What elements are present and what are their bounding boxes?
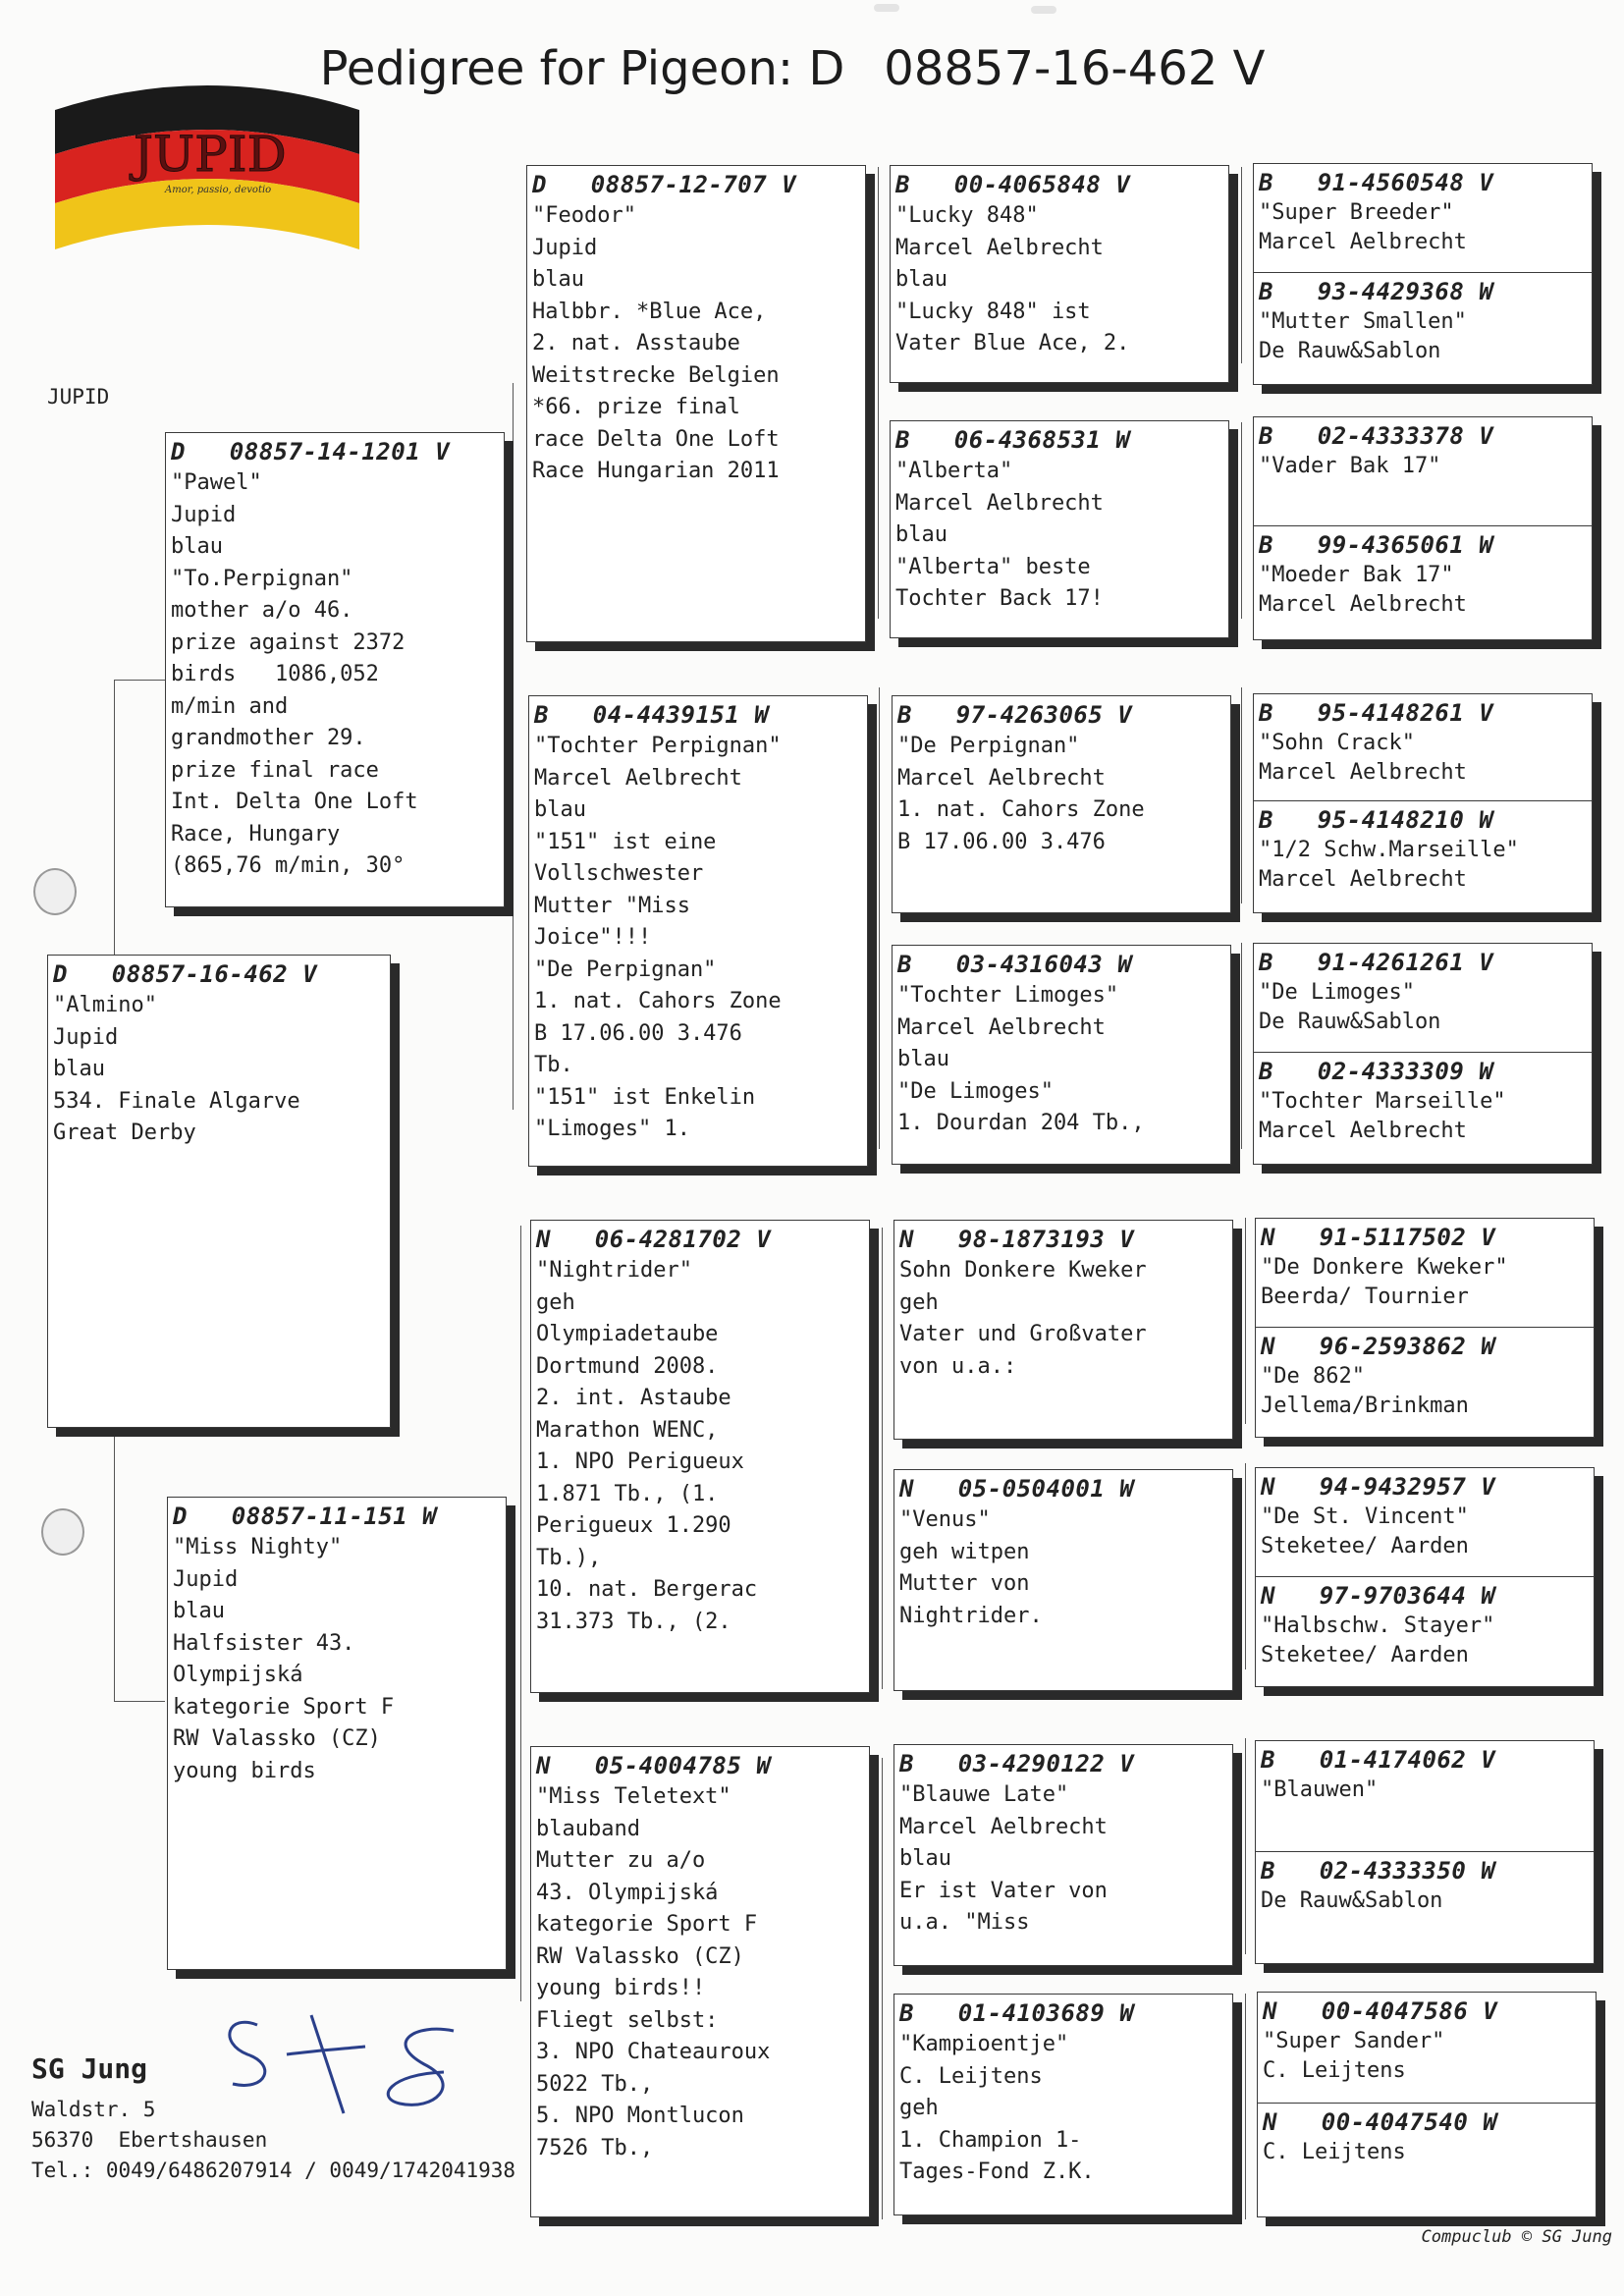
detail-line: 1. Dourdan 204 Tb.,	[897, 1111, 1145, 1135]
detail-line: Marcel Aelbrecht	[895, 235, 1104, 260]
pedigree-entry	[893, 946, 1230, 1164]
pigeon-card-mmm	[893, 1994, 1233, 2215]
pedigree-entry	[1256, 1851, 1594, 1963]
ring-number: B 95-4148210 W	[1259, 806, 1494, 834]
detail-line: 5. NPO Montlucon	[536, 2104, 744, 2128]
detail-line: "Nightrider"	[536, 1258, 692, 1283]
detail-line: Steketee/ Aarden	[1261, 1643, 1469, 1667]
detail-line: Perigueux 1.290	[536, 1513, 731, 1538]
detail-line: "Miss Teletext"	[536, 1784, 731, 1809]
detail-line: mother a/o 46.	[171, 598, 353, 623]
pedigree-entry	[1258, 1993, 1596, 2106]
detail-line: prize against 2372	[171, 629, 406, 655]
pedigree-entry	[894, 1995, 1232, 2214]
detail-line: Marcel Aelbrecht	[1259, 760, 1467, 785]
detail-line: Jupid	[171, 502, 237, 527]
detail-line: Mutter von	[899, 1571, 1030, 1596]
detail-line: kategorie Sport F	[173, 1694, 395, 1720]
address-city: 56370 Ebertshausen	[31, 2128, 268, 2152]
detail-line: "Feodor"	[532, 203, 636, 228]
detail-line: Olympiadetaube	[536, 1322, 719, 1346]
pigeon-card-subject	[47, 955, 391, 1428]
detail-line: "Miss Nighty"	[173, 1535, 343, 1559]
detail-line: young birds	[173, 1758, 316, 1783]
pigeon-card-fm	[528, 695, 868, 1167]
footer-credit: Compuclub © SG Jung	[1421, 2227, 1612, 2247]
pedigree-entry	[1254, 694, 1592, 804]
connector	[114, 680, 165, 681]
detail-line: Marcel Aelbrecht	[534, 765, 742, 791]
detail-line: Marcel Aelbrecht	[1259, 1119, 1467, 1143]
pedigree-entry	[1256, 1741, 1594, 1855]
pedigree-entry	[1254, 417, 1592, 529]
logo-text: JUPID	[134, 126, 287, 183]
connector	[879, 687, 880, 1149]
pigeon-card-pair-8	[1257, 1992, 1597, 2217]
ring-number: D 08857-12-707 V	[532, 171, 797, 198]
detail-line: Mutter zu a/o	[536, 1848, 706, 1873]
connector	[1241, 687, 1242, 903]
ring-number: N 97-9703644 W	[1261, 1582, 1496, 1610]
ring-number: B 01-4174062 V	[1261, 1746, 1496, 1774]
detail-line: "De St. Vincent"	[1261, 1504, 1469, 1529]
detail-line: Halfsister 43.	[173, 1630, 355, 1656]
logo-tagline: Amor, passio, devotio	[165, 185, 272, 195]
pedigree-entry	[166, 433, 504, 906]
detail-line: grandmother 29.	[171, 726, 366, 750]
detail-line: *66. prize final	[532, 395, 740, 419]
detail-line: "151" ist eine	[534, 829, 717, 854]
connector	[1245, 1738, 1246, 1954]
detail-line: Halbbr. *Blue Ace,	[532, 299, 767, 324]
pigeon-card-ffm	[890, 420, 1229, 638]
pigeon-card-pair-5	[1255, 1218, 1595, 1438]
pedigree-entry	[1254, 800, 1592, 912]
detail-line: "Blauwen"	[1261, 1777, 1379, 1802]
detail-line: Jupid	[173, 1566, 239, 1592]
connector	[882, 1758, 883, 2219]
ring-number: N 94-9432957 V	[1261, 1473, 1496, 1501]
pedigree-entry	[894, 1470, 1232, 1690]
connector	[513, 383, 514, 1110]
detail-line: Vater Blue Ace, 2.	[895, 331, 1130, 355]
detail-line: race Delta One Loft	[532, 426, 780, 452]
pedigree-entry	[1256, 1468, 1594, 1580]
pedigree-entry	[1254, 525, 1592, 639]
detail-line: "Limoges" 1.	[534, 1117, 690, 1141]
detail-line: blau	[171, 534, 223, 559]
ring-number: B 06-4368531 W	[895, 426, 1131, 454]
pedigree-entry	[1254, 944, 1592, 1056]
detail-line: "De Perpignan"	[897, 734, 1080, 758]
title-ring: 08857-16-462 V	[884, 41, 1266, 96]
detail-line: Beerda/ Tournier	[1261, 1285, 1469, 1309]
pedigree-entry	[893, 696, 1230, 912]
detail-line: "Kampioentje"	[899, 2032, 1069, 2056]
detail-line: "Tochter Limoges"	[897, 983, 1119, 1008]
scan-mark	[874, 4, 899, 12]
connector	[1241, 943, 1242, 1149]
detail-line: Mutter "Miss	[534, 893, 690, 918]
pedigree-entry	[48, 956, 390, 1427]
address-street: Waldstr. 5	[31, 2098, 156, 2121]
detail-line: RW Valassko (CZ)	[173, 1726, 381, 1751]
detail-line: Marcel Aelbrecht	[1259, 867, 1467, 892]
pedigree-entry	[1256, 1576, 1594, 1686]
detail-line: von u.a.:	[899, 1353, 1017, 1379]
detail-line: 1. NPO Perigueux	[536, 1449, 744, 1474]
ring-number: B 00-4065848 V	[895, 171, 1131, 198]
address-phone: Tel.: 0049/6486207914 / 0049/1742041938	[31, 2159, 516, 2182]
detail-line: "Halbschw. Stayer"	[1261, 1613, 1495, 1638]
detail-line: Er ist Vater von	[899, 1878, 1108, 1903]
connector	[882, 1228, 883, 1689]
detail-line: "De Donkere Kweker"	[1261, 1255, 1508, 1280]
detail-line: C. Leijtens	[1263, 2140, 1406, 2164]
detail-line: B 17.06.00 3.476	[534, 1020, 742, 1046]
detail-line: RW Valassko (CZ)	[536, 1943, 744, 1969]
detail-line: blau	[534, 797, 586, 822]
pedigree-entry	[531, 1747, 869, 2216]
detail-line: Tb.	[534, 1053, 573, 1077]
detail-line: 1. Champion 1-	[899, 2127, 1082, 2153]
detail-line: "Sohn Crack"	[1259, 731, 1415, 755]
pedigree-entry	[891, 421, 1228, 637]
pedigree-entry	[168, 1498, 506, 1969]
pigeon-card-pair-4	[1253, 943, 1593, 1165]
pedigree-entry	[894, 1745, 1232, 1965]
detail-line: Marcel Aelbrecht	[1259, 592, 1467, 617]
ring-number: N 06-4281702 V	[536, 1226, 772, 1253]
detail-line: "Alberta"	[895, 459, 1013, 483]
detail-line: geh witpen	[899, 1539, 1030, 1564]
ring-number: B 03-4290122 V	[899, 1750, 1135, 1777]
detail-line: B 17.06.00 3.476	[897, 829, 1106, 854]
punch-hole	[41, 1508, 84, 1556]
detail-line: Weitstrecke Belgien	[532, 362, 780, 388]
detail-line: Tages-Fond Z.K.	[899, 2159, 1095, 2184]
detail-line: Tb.),	[536, 1545, 602, 1570]
pigeon-card-mff	[893, 1220, 1233, 1440]
detail-line: m/min and	[171, 693, 289, 719]
detail-line: 7526 Tb.,	[536, 2135, 654, 2160]
detail-line: "Tochter Marseille"	[1259, 1089, 1506, 1114]
connector	[1245, 1994, 1246, 2219]
pedigree-entry	[1254, 164, 1592, 276]
detail-line: young birds!!	[536, 1976, 706, 2000]
pedigree-entry	[529, 696, 867, 1166]
detail-line: Sohn Donkere Kweker	[899, 1258, 1147, 1283]
connector	[520, 1226, 521, 2001]
pigeon-card-fmf	[892, 695, 1231, 913]
detail-line: Marcel Aelbrecht	[897, 765, 1106, 791]
detail-line: 2. nat. Asstaube	[532, 331, 740, 355]
detail-line: Vater und Großvater	[899, 1322, 1147, 1346]
ring-number: B 91-4560548 V	[1259, 169, 1494, 196]
detail-line: De Rauw&Sablon	[1261, 1888, 1443, 1913]
pigeon-card-pair-6	[1255, 1467, 1595, 1687]
detail-line: "De Limoges"	[897, 1078, 1054, 1104]
ring-number: D 08857-16-462 V	[53, 960, 318, 988]
detail-line: "De Limoges"	[1259, 980, 1415, 1005]
pedigree-entry	[1256, 1219, 1594, 1331]
detail-line: blau	[895, 522, 947, 547]
detail-line: Fliegt selbst:	[536, 2007, 719, 2033]
pigeon-card-pair-1	[1253, 163, 1593, 385]
detail-line: u.a. "Miss	[899, 1910, 1030, 1935]
detail-line: Dortmund 2008.	[536, 1353, 719, 1379]
ring-number: D 08857-11-151 W	[173, 1503, 438, 1530]
detail-line: "De 862"	[1261, 1364, 1365, 1389]
detail-line: blau	[532, 267, 584, 292]
pedigree-entry	[1256, 1327, 1594, 1437]
pigeon-card-mmf	[893, 1744, 1233, 1966]
jupid-flag-logo	[55, 81, 359, 267]
detail-line: 1. nat. Cahors Zone	[534, 989, 782, 1013]
detail-line: Marcel Aelbrecht	[1259, 230, 1467, 254]
ring-number: B 03-4316043 W	[897, 951, 1133, 978]
pigeon-card-father	[165, 432, 505, 907]
detail-line: Joice"!!!	[534, 925, 652, 950]
ring-number: N 00-4047586 V	[1263, 1997, 1498, 2025]
detail-line: blau	[173, 1599, 225, 1623]
pedigree-entry	[1258, 2103, 1596, 2216]
ring-number: B 99-4365061 W	[1259, 531, 1494, 559]
ring-number: N 98-1873193 V	[899, 1226, 1135, 1253]
detail-line: geh	[899, 1289, 939, 1315]
connector	[114, 1701, 165, 1702]
pedigree-entry	[891, 166, 1228, 382]
detail-line: C. Leijtens	[899, 2063, 1043, 2089]
detail-line: Jupid	[53, 1024, 119, 1050]
detail-line: "To.Perpignan"	[171, 566, 353, 591]
detail-line: De Rauw&Sablon	[1259, 1010, 1441, 1034]
pigeon-card-ff	[526, 165, 866, 642]
detail-line: Race, Hungary	[171, 821, 341, 847]
pigeon-card-mf	[530, 1220, 870, 1693]
detail-line: 3. NPO Chateauroux	[536, 2040, 771, 2064]
pigeon-card-pair-3	[1253, 693, 1593, 913]
connector	[878, 167, 879, 619]
pedigree-entry	[894, 1221, 1232, 1439]
pigeon-card-pair-7	[1255, 1740, 1595, 1964]
pedigree-entry	[1254, 1052, 1592, 1164]
detail-line: blau	[53, 1057, 105, 1081]
detail-line: Tochter Back 17!	[895, 586, 1104, 611]
detail-line: "Pawel"	[171, 470, 262, 495]
breeder-label: JUPID	[47, 385, 110, 409]
ring-number: B 02-4333350 W	[1261, 1857, 1496, 1885]
detail-line: "151" ist Enkelin	[534, 1084, 756, 1110]
connector	[1245, 1463, 1246, 1669]
ring-number: D 08857-14-1201 V	[171, 438, 451, 465]
detail-line: blau	[895, 267, 947, 292]
detail-line: Marcel Aelbrecht	[899, 1814, 1108, 1839]
detail-line: "Vader Bak 17"	[1259, 454, 1441, 478]
ring-number: B 01-4103689 W	[899, 1999, 1135, 2027]
detail-line: 534. Finale Algarve	[53, 1088, 300, 1114]
pedigree-entry	[531, 1221, 869, 1692]
detail-line: 5022 Tb.,	[536, 2071, 654, 2097]
detail-line: "De Perpignan"	[534, 957, 717, 982]
detail-line: "Super Breeder"	[1259, 200, 1454, 225]
detail-line: blau	[899, 1846, 951, 1871]
ring-number: B 95-4148261 V	[1259, 699, 1494, 727]
detail-line: blau	[897, 1047, 949, 1071]
pigeon-card-mfm	[893, 1469, 1233, 1691]
detail-line: 1. nat. Cahors Zone	[897, 797, 1145, 822]
pedigree-entry	[527, 166, 865, 641]
ring-number: B 02-4333378 V	[1259, 422, 1494, 450]
detail-line: Great Derby	[53, 1121, 196, 1145]
detail-line: Marcel Aelbrecht	[895, 490, 1104, 516]
pedigree-entry	[1254, 272, 1592, 384]
detail-line: "Venus"	[899, 1507, 991, 1532]
ring-number: B 02-4333309 W	[1259, 1058, 1494, 1085]
detail-line: blauband	[536, 1816, 640, 1841]
ring-number: N 00-4047540 W	[1263, 2108, 1498, 2136]
ring-number: B 91-4261261 V	[1259, 949, 1494, 976]
detail-line: "Almino"	[53, 993, 157, 1017]
detail-line: Marcel Aelbrecht	[897, 1014, 1106, 1040]
detail-line: De Rauw&Sablon	[1259, 339, 1441, 363]
detail-line: C. Leijtens	[1263, 2058, 1406, 2083]
detail-line: "Super Sander"	[1263, 2029, 1445, 2053]
detail-line: kategorie Sport F	[536, 1912, 758, 1937]
pigeon-card-fmm	[892, 945, 1231, 1165]
title-prefix: Pedigree for Pigeon: D	[319, 41, 845, 96]
detail-line: Jupid	[532, 235, 598, 260]
detail-line: 1.871 Tb., (1.	[536, 1481, 719, 1506]
detail-line: "1/2 Schw.Marseille"	[1259, 838, 1519, 862]
detail-line: Olympijská	[173, 1663, 303, 1687]
connector	[1245, 1218, 1246, 1424]
detail-line: "Alberta" beste	[895, 554, 1091, 579]
detail-line: Jellema/Brinkman	[1261, 1394, 1469, 1418]
detail-line: 31.373 Tb., (2.	[536, 1609, 731, 1634]
detail-line: geh	[536, 1289, 575, 1315]
ring-number: B 04-4439151 W	[534, 701, 770, 729]
detail-line: "Blauwe Late"	[899, 1782, 1069, 1807]
ring-number: N 05-4004785 W	[536, 1752, 772, 1779]
detail-line: 10. nat. Bergerac	[536, 1577, 758, 1602]
detail-line: Nightrider.	[899, 1603, 1043, 1628]
detail-line: "Mutter Smallen"	[1259, 309, 1467, 334]
detail-line: Marathon WENC,	[536, 1417, 719, 1443]
detail-line: "Moeder Bak 17"	[1259, 563, 1454, 587]
breeder-name: SG Jung	[31, 2052, 148, 2085]
pigeon-card-fff	[890, 165, 1229, 383]
punch-hole	[33, 868, 77, 915]
pigeon-card-mother	[167, 1497, 507, 1970]
breeder-address	[31, 2052, 515, 2186]
detail-line: "Tochter Perpignan"	[534, 734, 782, 758]
pigeon-card-pair-2	[1253, 416, 1593, 640]
detail-line: birds 1086,052	[171, 662, 379, 686]
ring-number: B 97-4263065 V	[897, 701, 1133, 729]
ring-number: N 96-2593862 W	[1261, 1333, 1496, 1360]
detail-line: 43. Olympijská	[536, 1880, 719, 1905]
ring-number: N 91-5117502 V	[1261, 1224, 1496, 1251]
detail-line: Race Hungarian 2011	[532, 459, 780, 483]
ring-number: B 93-4429368 W	[1259, 278, 1494, 305]
detail-line: (865,76 m/min, 30°	[171, 853, 406, 878]
detail-line: "Lucky 848" ist	[895, 299, 1091, 324]
connector	[1241, 167, 1242, 363]
detail-line: Steketee/ Aarden	[1261, 1534, 1469, 1558]
detail-line: "Lucky 848"	[895, 203, 1039, 228]
detail-line: 2. int. Astaube	[536, 1386, 731, 1410]
detail-line: prize final race	[171, 757, 379, 783]
detail-line: Int. Delta One Loft	[171, 790, 418, 814]
ring-number: N 05-0504001 W	[899, 1475, 1135, 1503]
detail-line: Vollschwester	[534, 861, 704, 886]
scan-mark	[1031, 6, 1056, 14]
detail-line: geh	[899, 2096, 939, 2120]
pigeon-card-mm	[530, 1746, 870, 2217]
connector	[1241, 422, 1242, 619]
